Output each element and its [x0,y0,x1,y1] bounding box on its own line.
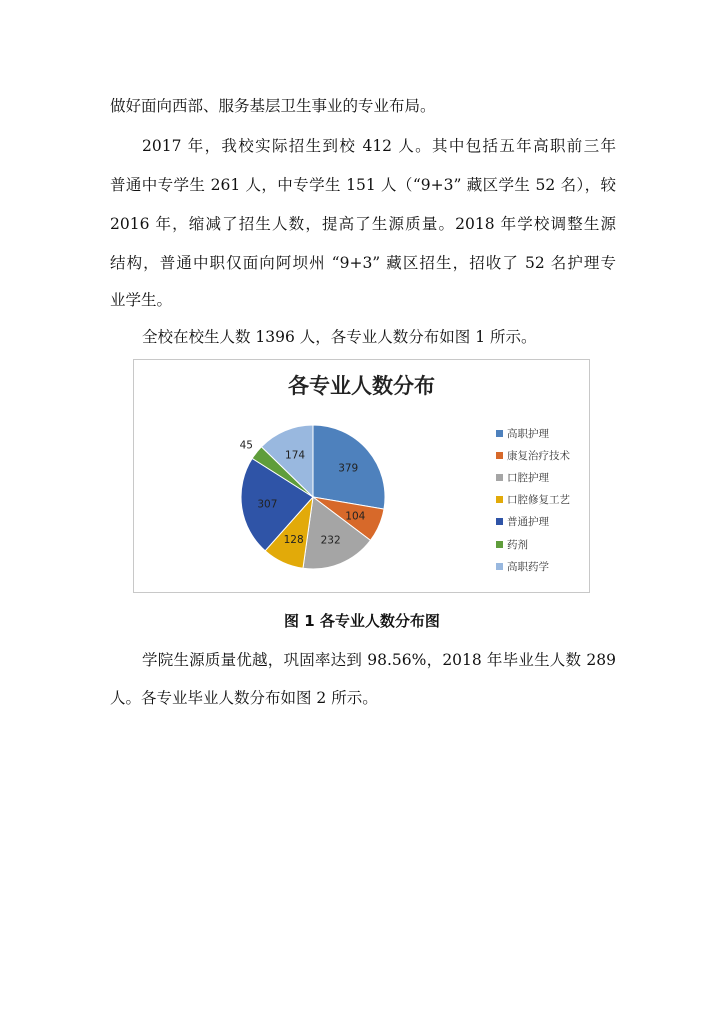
chart-figure [133,359,590,593]
paragraph-line: 结构，普通中职仅面向阿坝州 “9+3” 藏区招生，招收了 52 名护理专 [110,254,616,272]
paragraph-line: 人。各专业毕业人数分布如图 2 所示。 [110,689,378,707]
chart-title: 各专业人数分布 [288,374,435,398]
legend-label: 口腔护理 [507,471,549,484]
figure-caption: 图 1 各专业人数分布图 [284,612,440,630]
legend-item [496,489,588,511]
legend-item [496,533,588,555]
legend-swatch [496,430,503,437]
paragraph-line: 做好面向西部、服务基层卫生事业的专业布局。 [110,97,436,115]
legend-swatch [496,452,503,459]
chart-legend [496,422,588,577]
legend-item [496,511,588,533]
legend-swatch [496,496,503,503]
slice-value-label: 128 [283,533,304,546]
legend-label: 康复治疗技术 [507,449,570,462]
slice-value-label: 307 [257,498,278,511]
paragraph-line: 全校在校生人数 1396 人，各专业人数分布如图 1 所示。 [142,328,537,346]
slice-value-label: 45 [239,439,254,452]
legend-swatch [496,541,503,548]
slice-value-label: 174 [285,449,306,462]
legend-label: 高职护理 [507,427,549,440]
legend-swatch [496,474,503,481]
slice-value-label: 379 [338,462,359,475]
legend-label: 药剂 [507,538,528,551]
slice-value-label: 232 [320,534,341,547]
slice-value-label: 104 [345,510,366,523]
legend-swatch [496,563,503,570]
paragraph-line: 2016 年，缩减了招生人数，提高了生源质量。2018 年学校调整生源 [110,215,616,233]
legend-item [496,422,588,444]
legend-label: 普通护理 [507,516,549,529]
legend-item [496,555,588,577]
legend-swatch [496,518,503,525]
legend-label: 高职药学 [507,560,549,573]
legend-label: 口腔修复工艺 [507,494,570,507]
paragraph-line: 2017 年，我校实际招生到校 412 人。其中包括五年高职前三年 [142,137,616,155]
legend-item [496,444,588,466]
legend-item [496,466,588,488]
paragraph-line: 业学生。 [110,291,173,309]
paragraph-line: 普通中专学生 261 人，中专学生 151 人（“9+3” 藏区学生 52 名），较 [110,176,616,194]
paragraph-line: 学院生源质量优越，巩固率达到 98.56%，2018 年毕业生人数 289 [142,651,616,669]
